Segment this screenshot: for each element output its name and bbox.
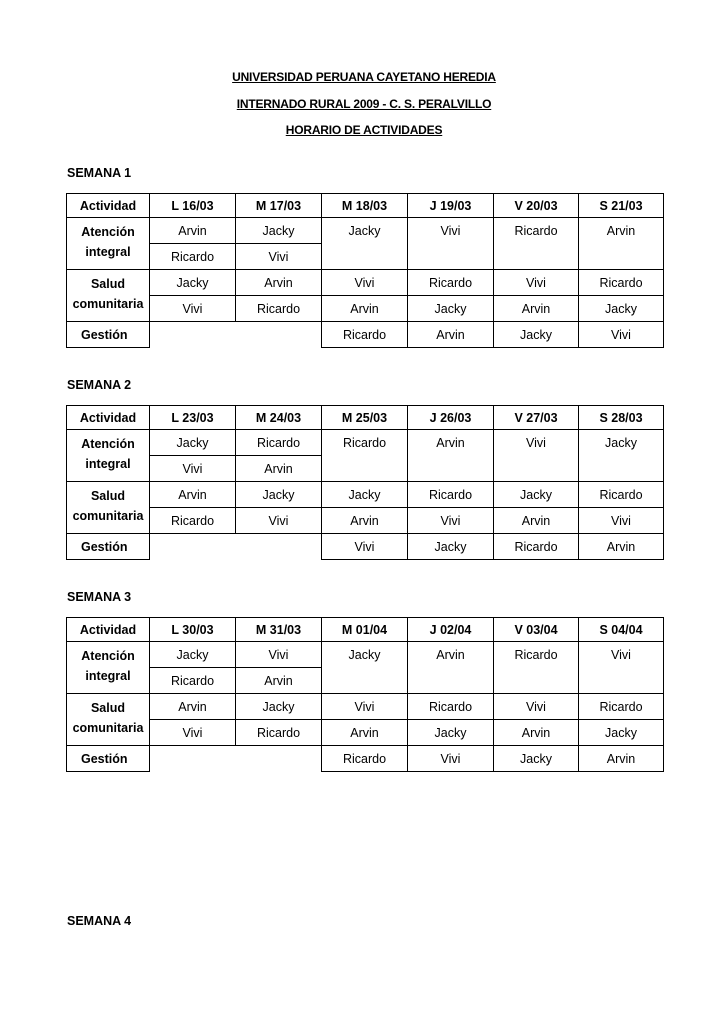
empty-cell	[579, 456, 664, 482]
table-header-row	[67, 406, 664, 430]
schedule-cell: Arvin	[494, 296, 579, 322]
schedule-cell: Ricardo	[579, 482, 664, 508]
week-4-label: SEMANA 4	[67, 914, 132, 928]
column-header: Actividad	[67, 618, 150, 642]
activity-label-line: integral	[85, 245, 131, 259]
empty-cell	[494, 456, 579, 482]
column-header: M 24/03	[236, 406, 322, 430]
table-row	[67, 642, 664, 668]
week-label: SEMANA 2	[67, 378, 132, 392]
program-title: INTERNADO RURAL 2009 - C. S. PERALVILLO	[236, 97, 492, 111]
schedule-cell: Jacky	[150, 430, 236, 456]
column-header: M 25/03	[322, 406, 408, 430]
column-header: J 19/03	[408, 194, 494, 218]
schedule-cell: Vivi	[494, 694, 579, 720]
table-row	[67, 508, 664, 534]
schedule-cell: Arvin	[150, 482, 236, 508]
activity-label-line: Atención	[81, 437, 135, 451]
table-header-row	[67, 618, 664, 642]
table-row	[67, 720, 664, 746]
table-row	[67, 430, 664, 456]
schedule-cell: Vivi	[322, 534, 408, 560]
column-header: L 30/03	[150, 618, 236, 642]
table-row	[67, 668, 664, 694]
column-header: M 01/04	[322, 618, 408, 642]
schedule-cell: Jacky	[494, 482, 579, 508]
schedule-cell: Arvin	[150, 218, 236, 244]
schedule-cell: Ricardo	[236, 720, 322, 746]
empty-cell	[408, 244, 494, 270]
schedule-cell: Jacky	[408, 534, 494, 560]
schedule-cell: Ricardo	[579, 270, 664, 296]
schedule-cell: Arvin	[494, 508, 579, 534]
activity-label-atencion	[67, 642, 150, 694]
schedule-cell: Ricardo	[408, 270, 494, 296]
empty-cell	[322, 244, 408, 270]
schedule-cell: Vivi	[236, 642, 322, 668]
schedule-cell: Vivi	[579, 508, 664, 534]
schedule-cell: Vivi	[408, 508, 494, 534]
empty-cell	[494, 668, 579, 694]
activity-label-atencion	[67, 430, 150, 482]
activity-label-salud	[67, 694, 150, 746]
table-row	[67, 322, 664, 348]
schedule-cell: Ricardo	[150, 508, 236, 534]
schedule-cell: Jacky	[322, 482, 408, 508]
activity-label-atencion	[67, 218, 150, 270]
column-header: S 28/03	[579, 406, 664, 430]
activity-label-line: Atención	[81, 649, 135, 663]
schedule-cell: Jacky	[322, 642, 408, 668]
activity-label-line: comunitaria	[72, 509, 144, 523]
activity-label-salud	[67, 482, 150, 534]
schedule-cell: Jacky	[579, 430, 664, 456]
activity-label-gestion: Gestión	[67, 322, 150, 348]
schedule-cell: Vivi	[579, 642, 664, 668]
schedule-cell: Jacky	[408, 296, 494, 322]
activity-label-line: comunitaria	[72, 721, 144, 735]
column-header: V 20/03	[494, 194, 579, 218]
schedule-cell: Ricardo	[322, 746, 408, 772]
schedule-cell: Ricardo	[322, 430, 408, 456]
schedule-cell: Arvin	[236, 270, 322, 296]
table-header-row	[67, 194, 664, 218]
schedule-cell: Jacky	[236, 218, 322, 244]
schedule-cell: Jacky	[322, 218, 408, 244]
university-title: UNIVERSIDAD PERUANA CAYETANO HEREDIA	[232, 70, 496, 84]
schedule-cell: Jacky	[494, 746, 579, 772]
schedule-cell: Arvin	[322, 296, 408, 322]
schedule-cell: Vivi	[150, 720, 236, 746]
table-row	[67, 534, 664, 560]
schedule-cell: Jacky	[494, 322, 579, 348]
column-header: L 16/03	[150, 194, 236, 218]
schedule-cell: Jacky	[579, 296, 664, 322]
activity-label-line: comunitaria	[72, 297, 144, 311]
schedule-cell: Arvin	[236, 668, 322, 694]
schedule-cell: Vivi	[579, 322, 664, 348]
activity-label-line: Salud	[90, 701, 126, 715]
schedule-cell: Jacky	[236, 482, 322, 508]
empty-cell	[150, 534, 322, 560]
schedule-cell: Vivi	[408, 746, 494, 772]
table-row	[67, 218, 664, 244]
empty-cell	[408, 668, 494, 694]
schedule-cell: Arvin	[236, 456, 322, 482]
column-header: S 21/03	[579, 194, 664, 218]
week-label: SEMANA 1	[67, 166, 132, 180]
column-header: S 04/04	[579, 618, 664, 642]
schedule-cell: Ricardo	[150, 668, 236, 694]
schedule-cell: Ricardo	[408, 482, 494, 508]
schedule-title: HORARIO DE ACTIVIDADES	[285, 123, 443, 137]
schedule-cell: Ricardo	[494, 642, 579, 668]
activity-label-line: Atención	[81, 225, 135, 239]
schedule-cell: Arvin	[322, 508, 408, 534]
schedule-cell: Arvin	[408, 322, 494, 348]
column-header: M 31/03	[236, 618, 322, 642]
activity-label-salud	[67, 270, 150, 322]
schedule-cell: Jacky	[236, 694, 322, 720]
activity-label-line: integral	[85, 457, 131, 471]
schedule-cell: Arvin	[322, 720, 408, 746]
schedule-cell: Arvin	[579, 746, 664, 772]
schedule-cell: Ricardo	[322, 322, 408, 348]
column-header: M 18/03	[322, 194, 408, 218]
schedule-cell: Vivi	[150, 456, 236, 482]
empty-cell	[579, 668, 664, 694]
table-row	[67, 746, 664, 772]
schedule-cell: Ricardo	[408, 694, 494, 720]
schedule-cell: Arvin	[494, 720, 579, 746]
table-row	[67, 296, 664, 322]
schedule-table	[66, 405, 664, 560]
empty-cell	[150, 746, 322, 772]
schedule-cell: Ricardo	[236, 296, 322, 322]
empty-cell	[494, 244, 579, 270]
schedule-cell: Vivi	[150, 296, 236, 322]
table-row	[67, 244, 664, 270]
activity-label-line: Salud	[90, 489, 126, 503]
schedule-cell: Jacky	[579, 720, 664, 746]
empty-cell	[150, 322, 322, 348]
column-header: J 02/04	[408, 618, 494, 642]
schedule-cell: Ricardo	[494, 534, 579, 560]
column-header: V 03/04	[494, 618, 579, 642]
schedule-cell: Arvin	[579, 218, 664, 244]
schedule-cell: Vivi	[236, 244, 322, 270]
activity-label-gestion: Gestión	[67, 534, 150, 560]
column-header: L 23/03	[150, 406, 236, 430]
schedule-cell: Jacky	[150, 642, 236, 668]
schedule-cell: Arvin	[150, 694, 236, 720]
schedule-cell: Arvin	[408, 642, 494, 668]
column-header: Actividad	[67, 194, 150, 218]
schedule-cell: Vivi	[494, 430, 579, 456]
empty-cell	[322, 668, 408, 694]
schedule-cell: Arvin	[579, 534, 664, 560]
activity-label-gestion: Gestión	[67, 746, 150, 772]
schedule-cell: Ricardo	[579, 694, 664, 720]
table-row	[67, 482, 664, 508]
schedule-cell: Vivi	[408, 218, 494, 244]
empty-cell	[579, 244, 664, 270]
table-row	[67, 694, 664, 720]
schedule-cell: Jacky	[150, 270, 236, 296]
column-header: J 26/03	[408, 406, 494, 430]
table-row	[67, 270, 664, 296]
week-label: SEMANA 3	[67, 590, 132, 604]
schedule-cell: Ricardo	[150, 244, 236, 270]
schedule-cell: Ricardo	[236, 430, 322, 456]
schedule-cell: Jacky	[408, 720, 494, 746]
column-header: V 27/03	[494, 406, 579, 430]
empty-cell	[408, 456, 494, 482]
table-row	[67, 456, 664, 482]
column-header: M 17/03	[236, 194, 322, 218]
activity-label-line: integral	[85, 669, 131, 683]
schedule-cell: Vivi	[494, 270, 579, 296]
schedule-cell: Vivi	[322, 270, 408, 296]
schedule-cell: Ricardo	[494, 218, 579, 244]
schedule-cell: Arvin	[408, 430, 494, 456]
schedule-table	[66, 617, 664, 772]
schedule-table	[66, 193, 664, 348]
empty-cell	[322, 456, 408, 482]
column-header: Actividad	[67, 406, 150, 430]
schedule-cell: Vivi	[236, 508, 322, 534]
schedule-cell: Vivi	[322, 694, 408, 720]
activity-label-line: Salud	[90, 277, 126, 291]
